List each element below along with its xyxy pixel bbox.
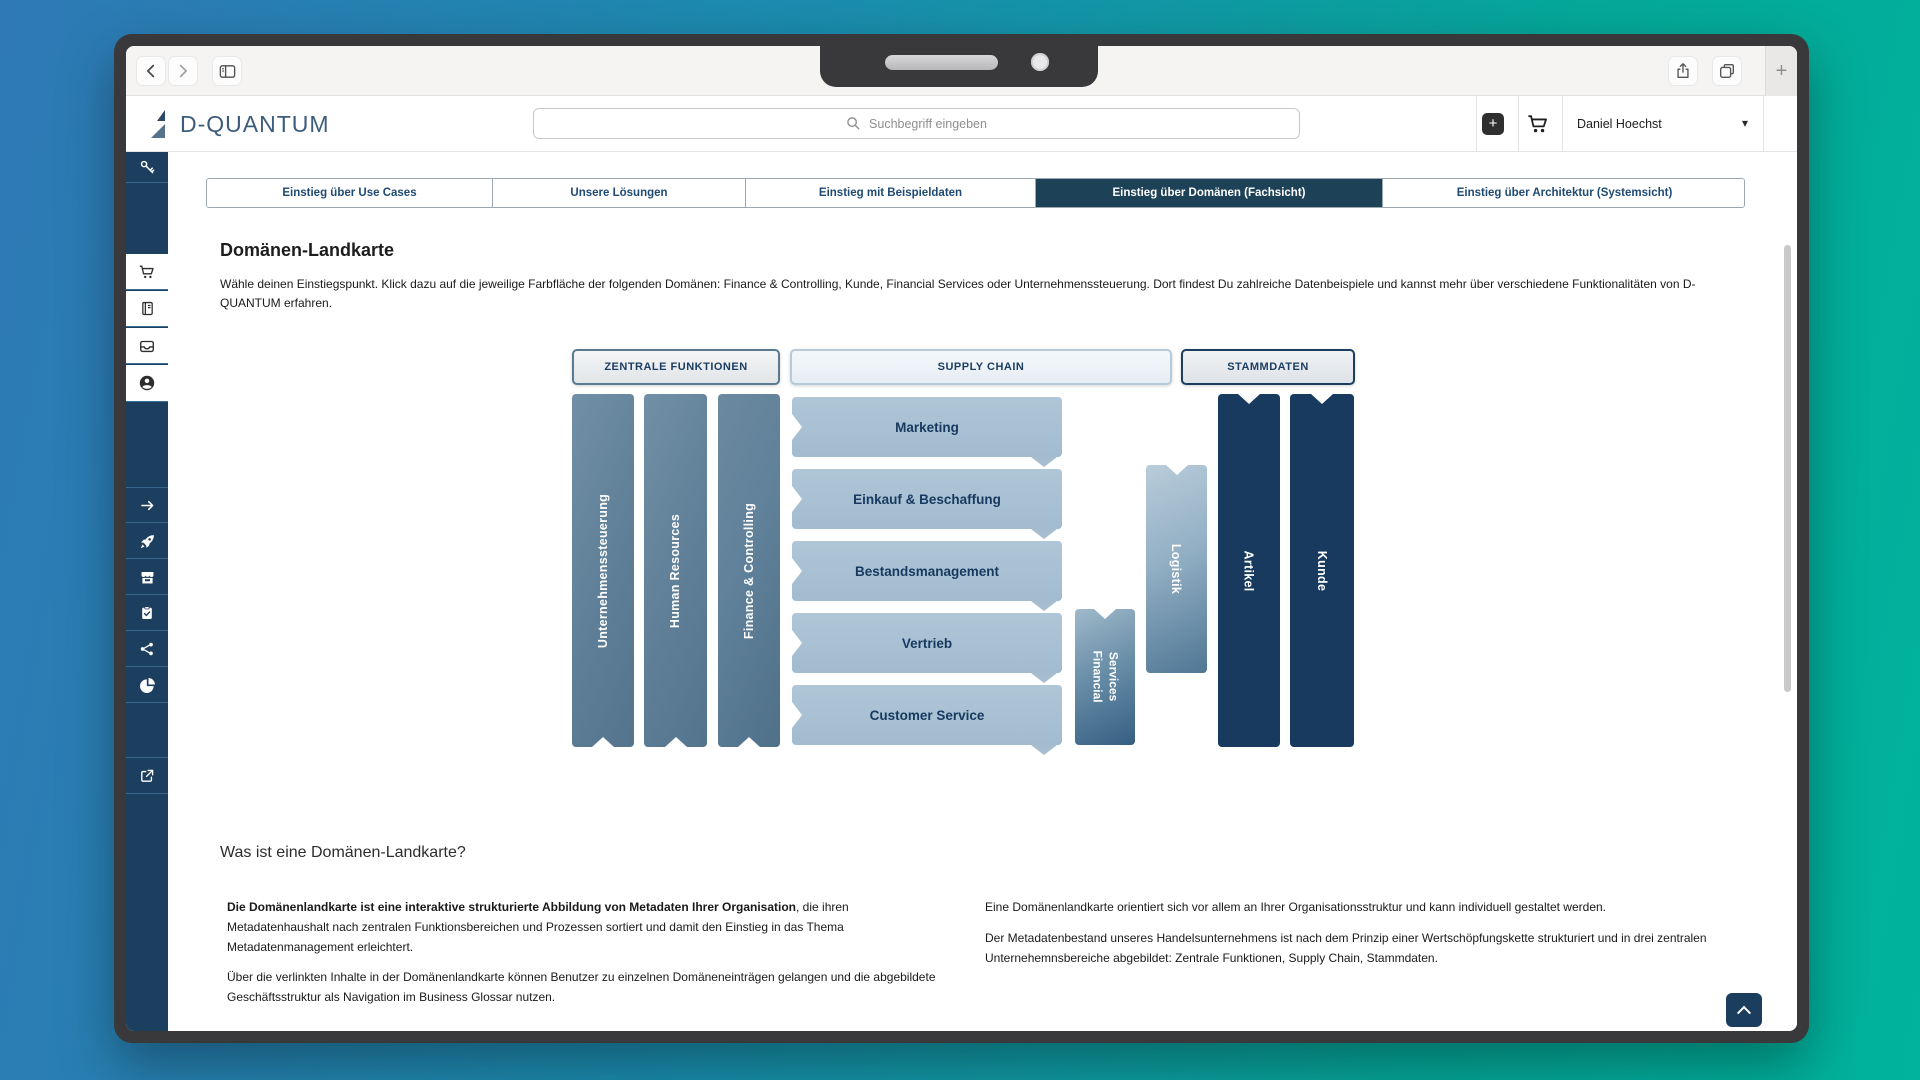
- clipboard-check-icon: [139, 605, 155, 621]
- group-zentrale-funktionen[interactable]: ZENTRALE FUNKTIONEN: [572, 349, 780, 385]
- search-placeholder: Suchbegriff eingeben: [869, 116, 987, 131]
- process-bar-einkauf-beschaffung[interactable]: Einkauf & Beschaffung: [792, 469, 1062, 529]
- back-icon: [142, 62, 160, 80]
- sidebar-item-store[interactable]: [126, 560, 168, 595]
- sidebar-item-keys[interactable]: [126, 152, 168, 183]
- cart-icon: [1526, 112, 1550, 136]
- logo-text: D-QUANTUM: [180, 110, 330, 137]
- sidebar-item-cart[interactable]: [126, 254, 168, 290]
- store-icon: [139, 569, 156, 586]
- sidebar-toggle-button[interactable]: [212, 56, 242, 86]
- domain-bar-human-resources[interactable]: Human Resources: [644, 394, 707, 747]
- sidebar-spacer: [126, 704, 168, 757]
- keys-icon: [139, 159, 156, 176]
- share-nodes-icon: [139, 641, 155, 657]
- text-column-right: Eine Domänenlandkarte orientiert sich vor allem an Ihrer Organisationsstruktur und kann individuell gestaltet werden. Der Metadatenbestand unseres Handelsunternehmens ist nach dem Prinzip einer Wertschöpfungskette strukturiert und in drei zentralen Unternehemnsbereiche abgebildet: Zentrale Funktionen, Supply Chain, Stammdaten.: [985, 900, 1707, 965]
- sidebar-item-share[interactable]: [126, 632, 168, 667]
- header-divider: [1763, 96, 1764, 151]
- caret-down-icon[interactable]: ▾: [1742, 116, 1749, 130]
- process-bar-customer-service[interactable]: Customer Service: [792, 685, 1062, 745]
- user-icon: [138, 374, 156, 392]
- new-tab-icon: +: [1775, 60, 1788, 82]
- rocket-icon: [139, 533, 156, 550]
- forward-button[interactable]: [168, 56, 198, 86]
- main-content: [168, 152, 1797, 1031]
- logo[interactable]: [148, 109, 330, 139]
- sidebar-item-arrow[interactable]: [126, 487, 168, 523]
- domain-bar-artikel[interactable]: Artikel: [1218, 394, 1280, 747]
- share-button[interactable]: [1668, 56, 1698, 86]
- tab-beispieldaten[interactable]: Einstieg mit Beispieldaten: [746, 179, 1036, 207]
- sidebar-item-inbox[interactable]: [126, 328, 168, 364]
- pie-chart-icon: [139, 677, 156, 694]
- process-bar-marketing[interactable]: Marketing: [792, 397, 1062, 457]
- page-scrollbar[interactable]: [1784, 245, 1791, 692]
- page-title: Domänen-Landkarte: [220, 240, 395, 260]
- chevron-up-icon: [1737, 1006, 1751, 1020]
- tab-overview-icon: [1718, 62, 1736, 80]
- sidebar-spacer: [126, 402, 168, 487]
- browser-screen: [126, 46, 1797, 1031]
- cart-button[interactable]: [1526, 112, 1550, 141]
- sidebar-toggle-icon: [218, 62, 237, 81]
- section-heading: Was ist eine Domänen-Landkarte?: [220, 844, 466, 861]
- sidebar-item-external[interactable]: [126, 757, 168, 794]
- tab-use-cases[interactable]: Einstieg über Use Cases: [207, 179, 493, 207]
- domain-bar-kunde[interactable]: Kunde: [1290, 394, 1354, 747]
- process-bar-vertrieb[interactable]: Vertrieb: [792, 613, 1062, 673]
- plus-icon: +: [1488, 115, 1498, 132]
- group-supply-chain[interactable]: SUPPLY CHAIN: [790, 349, 1172, 385]
- sidebar-item-pie[interactable]: [126, 668, 168, 703]
- scroll-to-top-button[interactable]: [1726, 993, 1762, 1027]
- logo-mark-icon: [148, 109, 174, 139]
- domain-bar-unternehmenssteuerung[interactable]: Unternehmenssteuerung: [572, 394, 634, 747]
- new-tab-button[interactable]: [1765, 46, 1797, 96]
- tablet-device-frame: [114, 34, 1809, 1043]
- app-sidebar: [126, 152, 168, 1031]
- search-icon: [846, 116, 861, 131]
- user-menu[interactable]: Daniel Hoechst: [1577, 117, 1662, 131]
- book-icon: [139, 300, 156, 317]
- external-link-icon: [139, 768, 155, 784]
- camera-housing: [820, 34, 1098, 87]
- domain-bar-logistik[interactable]: Logistik: [1146, 465, 1207, 673]
- header-divider: [1476, 96, 1477, 151]
- tab-bar: [206, 178, 1745, 208]
- sidebar-item-rocket[interactable]: [126, 524, 168, 559]
- sidebar-item-clipboard[interactable]: [126, 596, 168, 631]
- forward-icon: [174, 62, 192, 80]
- camera-pill: [885, 55, 998, 70]
- search-input[interactable]: [533, 108, 1300, 139]
- process-bar-bestandsmanagement[interactable]: Bestandsmanagement: [792, 541, 1062, 601]
- back-button[interactable]: [136, 56, 166, 86]
- tab-loesungen[interactable]: Unsere Lösungen: [493, 179, 746, 207]
- group-stammdaten[interactable]: STAMMDATEN: [1181, 349, 1355, 385]
- tab-domaenen-fachsicht[interactable]: Einstieg über Domänen (Fachsicht): [1036, 179, 1383, 207]
- tab-overview-button[interactable]: [1712, 56, 1742, 86]
- sidebar-item-user[interactable]: [126, 365, 168, 402]
- tab-architektur-systemsicht[interactable]: Einstieg über Architektur (Systemsicht): [1383, 179, 1745, 207]
- site-header: [126, 96, 1797, 152]
- add-button[interactable]: [1482, 113, 1504, 135]
- intro-text: Wähle deinen Einstiegspunkt. Klick dazu auf die jeweilige Farbfläche der folgenden Domänen: Finance & Controlling, Kunde, Financial Services oder Unternehmenssteuerung. Dort findest Du zahlreiche Datenbeispiele und kannst mehr über verschiedene Funktionalitäten von D-QUANTUM erfahren.: [220, 277, 1696, 311]
- inbox-icon: [138, 337, 156, 355]
- sidebar-spacer: [126, 184, 168, 254]
- header-divider: [1562, 96, 1563, 151]
- camera-dot: [1031, 53, 1049, 71]
- text-column-left: Die Domänenlandkarte ist eine interaktive strukturierte Abbildung von Metadaten Ihrer Organisation, die ihren Metadatenhaushalt nach zentralen Funktionsbereichen und Prozessen sortiert und damit den Einstieg in das Thema Metadatenmanagement erleichtert. Über die verlinkten Inhalte in der Domänenlandkarte können Benutzer zu einzelnen Domäneneinträgen gelangen und die abgebildete Geschäftsstruktur als Navigation im Business Glossar nutzen.: [227, 900, 936, 1005]
- domain-bar-finance-controlling[interactable]: Finance & Controlling: [718, 394, 780, 747]
- arrow-right-icon: [139, 497, 156, 514]
- header-divider: [1518, 96, 1519, 151]
- cart-icon: [138, 263, 156, 281]
- sidebar-item-book[interactable]: [126, 291, 168, 327]
- share-icon: [1674, 62, 1692, 80]
- domain-bar-financial-services[interactable]: Financial Services: [1075, 609, 1135, 745]
